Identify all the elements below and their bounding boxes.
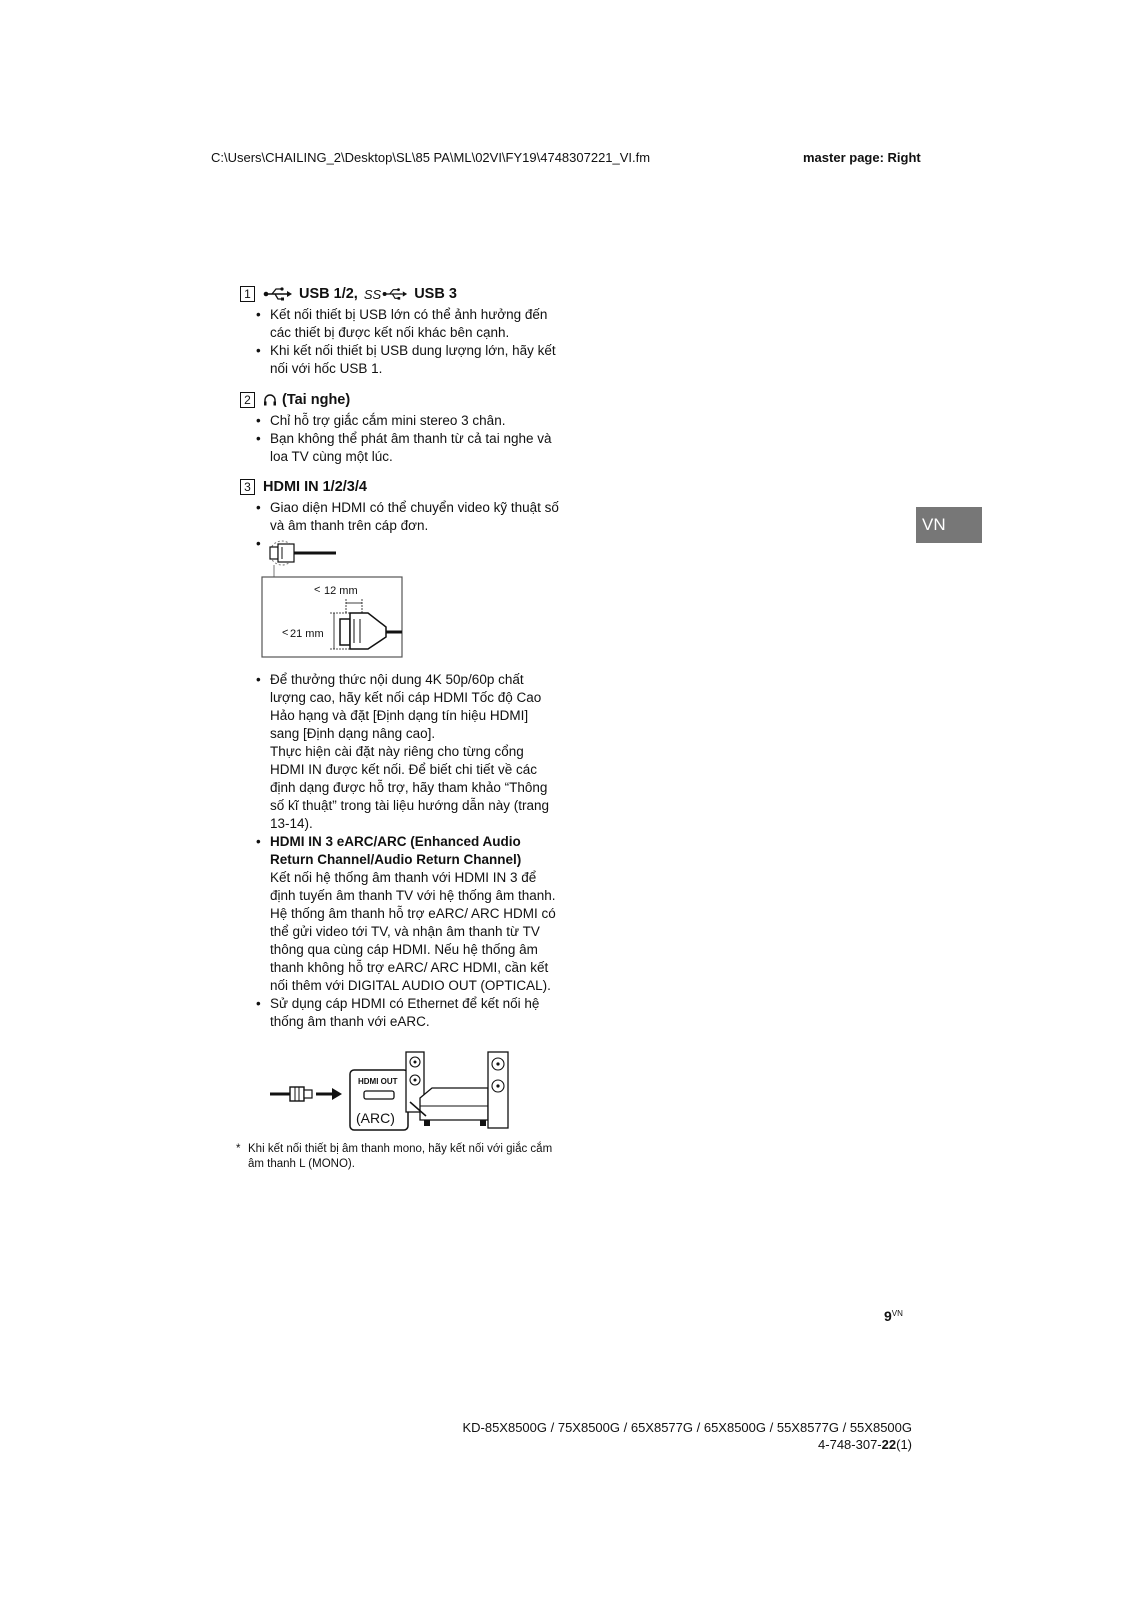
headphones-icon — [263, 393, 277, 407]
arc-label: (ARC) — [356, 1110, 395, 1126]
svg-text:<: < — [282, 627, 289, 639]
superspeed-label: SS — [363, 286, 382, 302]
hdmi-out-label: HDMI OUT — [358, 1077, 398, 1086]
doc-code — [462, 1436, 912, 1453]
footer-models — [462, 1419, 912, 1453]
usb-icon — [263, 287, 293, 301]
section-hdmi-title — [240, 477, 560, 497]
hdmi-bullet-4 — [256, 833, 560, 995]
hdmi-earc-title: • HDMI IN 3 eARC/ARC (Enhanced Audio Return Channel/Audio Return Channel) — [270, 834, 522, 867]
hdmi-plug-size-diagram — [256, 539, 416, 667]
page-number — [884, 1308, 903, 1324]
hdmi-bullet-1: • Giao diện HDMI có thể chuyển video kỹ thuật số và âm thanh trên cáp đơn. — [256, 499, 560, 535]
footnote-text: Khi kết nối thiết bị âm thanh mono, hãy kết nối với giắc cắm âm thanh L (MONO). — [248, 1143, 553, 1170]
usb-bullet-2: • Khi kết nối thiết bị USB dung lượng lớn, hãy kết nối với hốc USB 1. — [256, 342, 560, 378]
section-number: 1 — [240, 286, 255, 302]
section-headphones — [240, 390, 560, 466]
doc-code-suffix: (1) — [896, 1437, 912, 1452]
svg-text:<: < — [314, 584, 321, 596]
language-tab: VN — [916, 507, 982, 543]
hdmi-bullet-3 — [256, 671, 560, 833]
hdmi-earc-body: Kết nối hệ thống âm thanh với HDMI IN 3 để định tuyến âm thanh TV với hệ thống âm thanh. Hệ thống âm thanh hỗ trợ eARC/ ARC HDMI có thể gửi video tới TV, và nhận âm thanh từ TV thông qua cùng cáp HDMI. Nếu hệ thống âm thanh không hỗ trợ eARC/ ARC HDMI, cần kết nối thêm với DIGITAL AUDIO OUT (OPTICAL). — [270, 870, 556, 993]
section-headphones-title — [240, 390, 560, 410]
arc-connection-diagram — [270, 1050, 520, 1132]
section-usb — [240, 284, 560, 378]
model-list: KD-85X8500G / 75X8500G / 65X8577G / 65X8500G / 55X8577G / 55X8500G — [462, 1420, 912, 1435]
dim-height-label: 21 mm — [290, 628, 324, 640]
headphones-bullet-1: • Chỉ hỗ trợ giắc cắm mini stereo 3 chân. — [256, 412, 560, 430]
doc-code-prefix: 4-748-307- — [818, 1437, 882, 1452]
master-page-label: master page: Right — [803, 150, 921, 165]
usb-ss-icon — [382, 287, 408, 301]
section-number: 2 — [240, 392, 255, 408]
usb-title-a: USB 1/2, — [299, 286, 358, 302]
hdmi-title: HDMI IN 1/2/3/4 — [263, 479, 367, 495]
headphones-title: (Tai nghe) — [282, 392, 351, 408]
section-number: 3 — [240, 479, 255, 495]
page-number-value: 9 — [884, 1308, 892, 1324]
footnote-star: * — [236, 1143, 241, 1155]
page-number-suffix: VN — [891, 1309, 903, 1318]
hdmi-bullet-3-text: • Để thưởng thức nội dung 4K 50p/60p chất lượng cao, hãy kết nối cáp HDMI Tốc độ Cao Hảo hạng và đặt [Định dạng tín hiệu HDMI] sang [Định dạng nâng cao]. — [270, 672, 542, 741]
section-usb-title — [240, 284, 560, 304]
hdmi-bullet-diagram — [256, 535, 560, 665]
section-hdmi — [240, 477, 560, 1031]
file-path: C:\Users\CHAILING_2\Desktop\SL\85 PA\ML\02VI\FY19\4748307221_VI.fm — [211, 150, 651, 165]
dim-width-label: • 12 mm — [324, 585, 358, 597]
usb-bullet-1: • Kết nối thiết bị USB lớn có thể ảnh hưởng đến các thiết bị được kết nối khác bên cạnh. — [256, 306, 560, 342]
footnote — [236, 1142, 556, 1172]
usb-title-b: USB 3 — [414, 286, 457, 302]
doc-code-bold: 22 — [881, 1437, 897, 1452]
hdmi-bullet-3-cont: Thực hiện cài đặt này riêng cho từng cổng HDMI IN được kết nối. Để biết chi tiết về các định dạng được hỗ trợ, hãy tham khảo “Thông số kĩ thuật” trong tài liệu hướng dẫn này (trang 13-14). — [270, 744, 550, 831]
hdmi-bullet-5: • Sử dụng cáp HDMI có Ethernet để kết nối hệ thống âm thanh với eARC. — [256, 995, 560, 1031]
headphones-bullet-2: • Bạn không thể phát âm thanh từ cả tai nghe và loa TV cùng một lúc. — [256, 430, 560, 466]
